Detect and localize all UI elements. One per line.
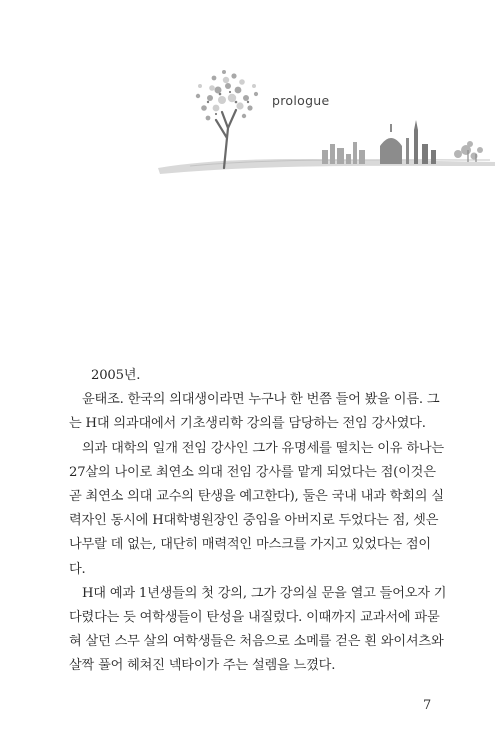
paragraph-line: 살짝 풀어 헤쳐진 넥타이가 주는 설렘을 느꼈다.	[69, 658, 336, 674]
paragraph-line: H대 예과 1년생들의 첫 강의, 그가 강의실 문을 열고 들어오자 기	[82, 585, 447, 601]
paragraph-line: 나무랄 데 없는, 대단히 매력적인 마스크를 가지고 있었다는 점이	[69, 537, 431, 553]
paragraph-line: 의과 대학의 일개 전임 강사인 그가 유명세를 떨치는 이유 하나는	[82, 440, 444, 456]
paragraph-line: 혀 살던 스무 살의 여학생들은 처음으로 소메를 걷은 흰 와이셔츠와	[69, 634, 444, 650]
paragraph-line: 력자인 동시에 H대학병원장인 중임을 아버지로 두었다는 점, 셋은	[69, 513, 439, 529]
paragraph-line: 곧 최연소 의대 교수의 탄생을 예고한다), 둘은 국내 내과 학회의 실	[69, 489, 444, 505]
paragraph-line: 2005년.	[91, 368, 141, 383]
chapter-label: prologue	[272, 93, 330, 108]
page-number: 7	[423, 698, 432, 713]
paragraph-line: 는 H대 의과대에서 기초생리학 강의를 담당하는 전임 강사였다.	[69, 416, 426, 432]
body-text	[69, 364, 447, 679]
paragraph-line: 27살의 나이로 최연소 의대 전임 강사를 맡게 되었다는 점(이것은	[69, 464, 436, 480]
paragraph-line: 윤태조. 한국의 의대생이라면 누구나 한 번쯤 들어 봤을 이름. 그	[82, 392, 440, 408]
paragraph-line: 다렸다는 듯 여학생들이 탄성을 내질렀다. 이때까지 교과서에 파묻	[69, 610, 440, 626]
paragraph-line: 다.	[69, 561, 86, 577]
tree-and-city-skyline-illustration	[150, 50, 500, 180]
